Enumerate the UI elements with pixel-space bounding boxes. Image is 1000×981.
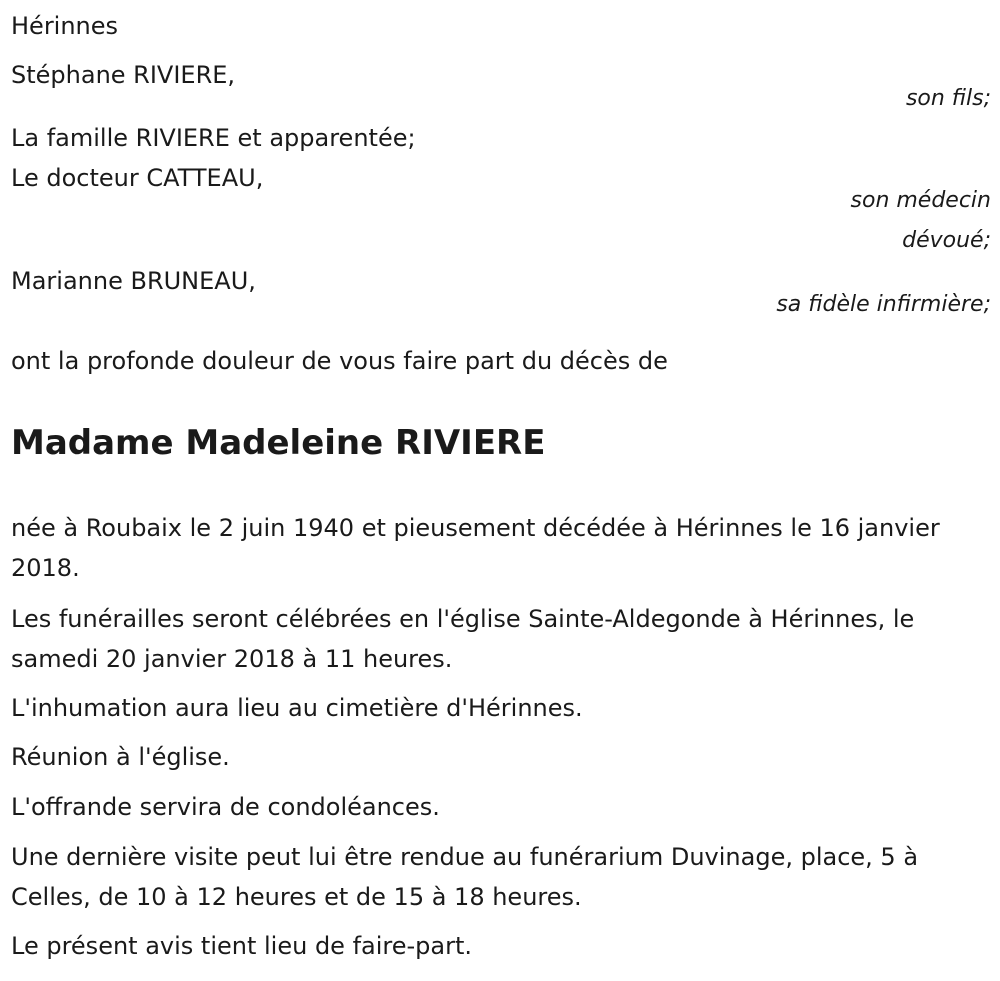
mourner-doctor-relation-line1: son médecin	[850, 188, 991, 213]
mourner-son-name: Stéphane RIVIERE,	[11, 61, 236, 89]
mourner-doctor-name: Le docteur CATTEAU,	[11, 164, 264, 192]
paragraph-closing: Le présent avis tient lieu de faire-part.	[11, 932, 473, 960]
mourner-nurse-name: Marianne BRUNEAU,	[11, 267, 256, 295]
paragraph-birth-death: née à Roubaix le 2 juin 1940 et pieusement décédée à Hérinnes le 16 janvier 2018.	[11, 514, 940, 582]
announcement-text: ont la profonde douleur de vous faire part du décès de	[11, 347, 668, 375]
deceased-name: Madame Madeleine RIVIERE	[11, 423, 546, 463]
mourner-family-name: La famille RIVIERE et apparentée;	[11, 124, 416, 152]
mourner-nurse-relation: sa fidèle infirmière;	[776, 292, 991, 317]
paragraph-funeral: Les funérailles seront célébrées en l'église Sainte-Aldegonde à Hérinnes, le samedi 20 janvier 2018 à 11 heures.	[11, 605, 915, 673]
mourner-doctor-relation-line2: dévoué;	[902, 228, 991, 253]
paragraph-offering: L'offrande servira de condoléances.	[11, 793, 440, 821]
location-line: Hérinnes	[11, 12, 119, 40]
mourner-son-relation: son fils;	[905, 86, 991, 111]
paragraph-gathering: Réunion à l'église.	[11, 743, 230, 771]
paragraph-burial: L'inhumation aura lieu au cimetière d'Hérinnes.	[11, 694, 583, 722]
paragraph-visitation: Une dernière visite peut lui être rendue au funérarium Duvinage, place, 5 à Celles, de 10 à 12 heures et de 15 à 18 heures.	[11, 843, 919, 911]
